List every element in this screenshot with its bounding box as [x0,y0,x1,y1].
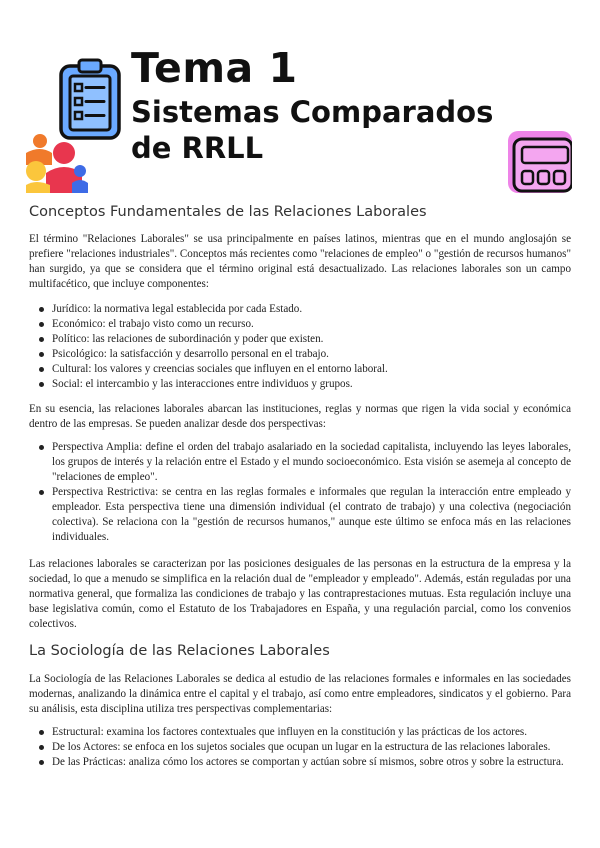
list-item: Estructural: examina los factores contextuales que influyen en la constitución y las prácticas de los actores. [39,725,571,740]
list-item: De las Prácticas: analiza cómo los actores se comportan y actúan sobre sí mismos, sobre otros y sobre la estructura. [39,755,571,770]
list-item: Político: las relaciones de subordinación y poder que existen. [39,332,571,347]
components-list [39,302,571,392]
section-intro: La Sociología de las Relaciones Laborales se dedica al estudio de las relaciones formales e informales en las sociedades modernas, analizando la dinámica entre el capital y el trabajo, así como entre empleadores, sindicatos y el gobierno. Para su análisis, esta disciplina utiliza tres perspectivas complementarias: [29,673,571,715]
document-body [29,201,571,770]
essence-paragraph: En su esencia, las relaciones laborales abarcan las instituciones, reglas y normas que rigen la vida social y económica dentro de las empresas. Se pueden analizar desde dos perspectivas: [29,403,571,430]
section-intro: El término "Relaciones Laborales" se usa principalmente en países latinos, mientras que en el mundo anglosajón se prefiere "relaciones industriales". Conceptos más recientes como "relaciones de empleo" o "gestión de recursos humanos" han surgido, ya que se considera que el término original está desactualizado. Las relaciones laborales son un campo multifacético, que incluye componentes: [29,233,571,290]
list-item: Jurídico: la normativa legal establecida por cada Estado. [39,302,571,317]
closing-paragraph: Las relaciones laborales se caracterizan por las posiciones desiguales de las personas en la estructura de la empresa y la sociedad, lo que a menudo se simplifica en la relación dual de "empleador y empleado". Además, están reguladas por una normativa general, que formaliza las condiciones de trabajo y las contraprestaciones mutuas. Esta regulación incluye una base legislativa común, como el Estatuto de los Trabajadores en España, y una regulación parcial, como los convenios colectivos. [29,558,571,630]
perspectives-list [39,440,571,545]
people-icon [26,131,88,193]
list-item: Económico: el trabajo visto como un recurso. [39,317,571,332]
clipboard-icon [58,58,122,140]
section-heading: Conceptos Fundamentales de las Relaciones Laborales [29,204,427,220]
list-item: Cultural: los valores y creencias sociales que influyen en el entorno laboral. [39,362,571,377]
document-header [0,0,600,195]
subtitle-line-1: Sistemas Comparados [131,95,494,129]
list-item: Perspectiva Amplia: define el orden del trabajo asalariado en la sociedad capitalista, incluyendo las leyes laborales, los grupos de interés y la relación entre el Estado y el mundo socioeconómico. Esta visión se asemeja al concepto de "relaciones de empleo". [39,440,571,485]
calculator-icon [508,131,572,193]
subtitle-line-2: de RRLL [131,131,264,165]
list-item: Psicológico: la satisfacción y desarrollo personal en el trabajo. [39,347,571,362]
sociology-perspectives-list [39,725,571,770]
list-item: Perspectiva Restrictiva: se centra en las reglas formales e informales que regulan la interacción entre empleado y empleador. Esta perspectiva tiene una dimensión individual (el contrato de trabajo) y una colectiva (negociación colectiva). Se relaciona con la "gestión de recursos humanos," aunque este último se enfoca más en las relaciones individuales. [39,485,571,545]
list-item: De los Actores: se enfoca en los sujetos sociales que ocupan un lugar en la estructura de las relaciones laborales. [39,740,571,755]
list-item: Social: el intercambio y las interacciones entre individuos y grupos. [39,377,571,392]
document-subtitle [131,94,493,166]
section-heading: La Sociología de las Relaciones Laborales [29,643,330,659]
document-title: Tema 1 [131,44,298,92]
